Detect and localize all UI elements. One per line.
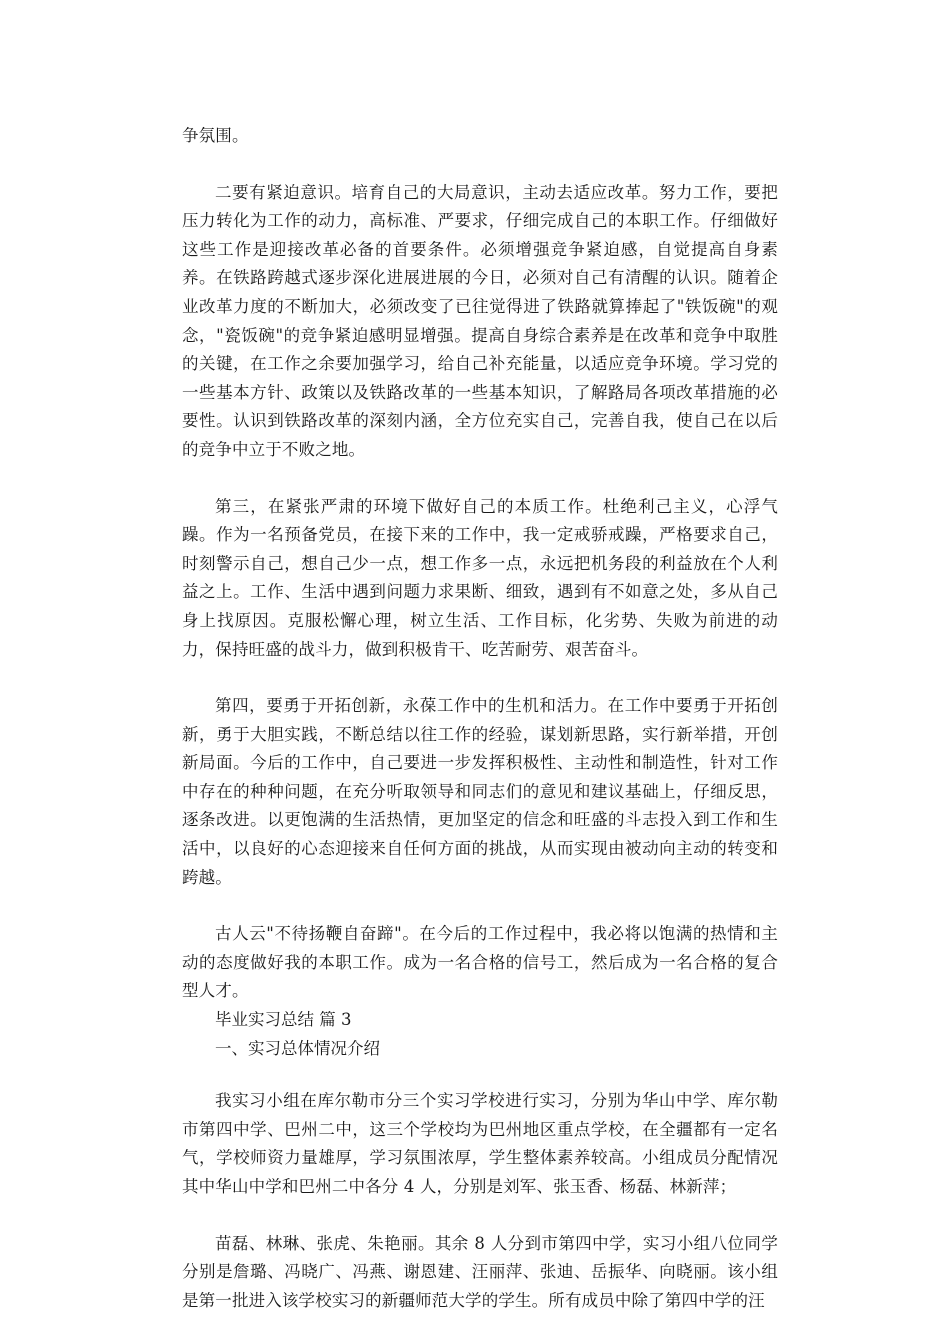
paragraph-urgency: 二要有紧迫意识。培育自己的大局意识，主动去适应改革。努力工作，要把压力转化为工作的动力，高标准、严要求，仔细完成自己的本职工作。仔细做好这些工作是迎接改革必备的首要条件。必须增强竞争紧迫感，自觉提高自身素养。在铁路跨越式逐步深化进展进展的今日，必须对自己有清醒的认识。随着企业改革力度的不断加大，必须改变了已往觉得进了铁路就算捧起了"铁饭碗"的观念，"瓷饭碗"的竞争紧迫感明显增强。提高自身综合素养是在改革和竞争中取胜的关键，在工作之余要加强学习，给自己补充能量，以适应竞争环境。学习党的一些基本方针、政策以及铁路改革的一些基本知识，了解路局各项改革措施的必要性。认识到铁路改革的深刻内涵，全方位充实自己，完善自我，使自己在以后的竞争中立于不败之地。 <box>182 182 778 459</box>
paragraph-intro: 我实习小组在库尔勒市分三个实习学校进行实习，分别为华山中学、库尔勒市第四中学、巴州二中，这三个学校均为巴州地区重点学校，在全疆都有一定名气，学校师资力量雄厚，学习氛围浓厚，学生整体素养较高。小组成员分配情况其中华山中学和巴州二中各分 4 人，分别是刘军、张玉香、杨磊、林新萍； <box>182 1091 778 1196</box>
paragraph-third: 第三，在紧张严肃的环境下做好自己的本质工作。杜绝利己主义，心浮气躁。作为一名预备党员，在接下来的工作中，我一定戒骄戒躁，严格要求自己，时刻警示自己，想自己少一点，想工作多一点，永远把机务段的利益放在个人利益之上。工作、生活中遇到问题力求果断、细致，遇到有不如意之处，多从自己身上找原因。克服松懈心理，树立生活、工作目标，化劣势、失败为前进的动力，保持旺盛的战斗力，做到积极肯干、吃苦耐劳、艰苦奋斗。 <box>182 496 778 659</box>
section-title: 毕业实习总结 篇 3 <box>215 1010 352 1030</box>
paragraph-conclusion: 古人云"不待扬鞭自奋蹄"。在今后的工作过程中，我必将以饱满的热情和主动的态度做好我的本职工作。成为一名合格的信号工，然后成为一名合格的复合型人才。 <box>182 924 778 1001</box>
document-page <box>182 122 778 1315</box>
paragraph-continuation: 争氛围。 <box>182 126 249 145</box>
paragraph-fourth: 第四，要勇于开拓创新，永葆工作中的生机和活力。在工作中要勇于开拓创新，勇于大胆实践，不断总结以往工作的经验，谋划新思路，实行新举措，开创新局面。今后的工作中，自己要进一步发挥积极性、主动性和制造性，针对工作中存在的种种问题，在充分听取领导和同志们的意见和建议基础上，仔细反思，逐条改进。以更饱满的生活热情，更加坚定的信念和旺盛的斗志投入到工作和生活中，以良好的心态迎接来自任何方面的挑战，从而实现由被动向主动的转变和跨越。 <box>182 696 778 887</box>
subsection-title: 一、实习总体情况介绍 <box>215 1038 380 1058</box>
paragraph-members: 苗磊、林琳、张虎、朱艳丽。其余 8 人分到市第四中学，实习小组八位同学分别是詹璐、冯晓广、冯燕、谢恩建、汪丽萍、张迪、岳振华、向晓丽。该小组是第一批进入该学校实习的新疆师范大学的学生。所有成员中除了第四中学的汪 <box>182 1233 778 1310</box>
